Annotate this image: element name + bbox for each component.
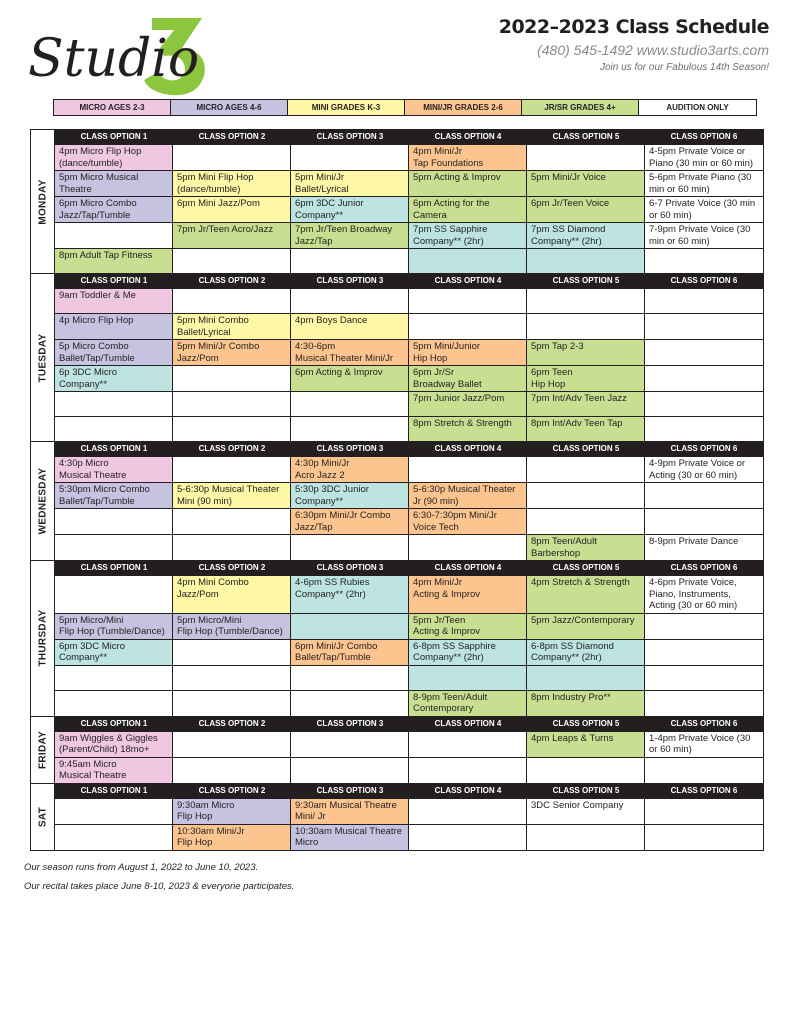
season-note: Join us for our Fabulous 14th Season! <box>600 62 769 73</box>
class-cell <box>527 824 645 850</box>
day-grid <box>55 442 763 560</box>
class-cell: 7pm Jr/Teen Broadway Jazz/Tap <box>291 222 409 248</box>
class-cell <box>645 248 763 273</box>
class-cell: 7pm SS Diamond Company** (2hr) <box>527 222 645 248</box>
class-cell <box>55 416 173 441</box>
class-cell: 6pm Mini Jazz/Pom <box>173 196 291 222</box>
class-cell <box>173 144 291 170</box>
class-cell: 5pm Jr/Teen Acting & Improv <box>409 613 527 639</box>
class-cell: 3DC Senior Company <box>527 798 645 824</box>
class-cell: 4-9pm Private Voice or Acting (30 or 60 min) <box>645 456 763 482</box>
day-thursday <box>31 561 763 717</box>
class-cell: 7pm SS Sapphire Company** (2hr) <box>409 222 527 248</box>
class-cell <box>55 665 173 690</box>
svg-text:Studio: Studio <box>28 29 200 89</box>
column-header: CLASS OPTION 3 <box>291 784 409 798</box>
class-cell <box>409 731 527 757</box>
class-cell: 4pm Leaps & Turns <box>527 731 645 757</box>
class-cell: 4pm Micro Flip Hop (dance/tumble) <box>55 144 173 170</box>
class-cell <box>527 313 645 339</box>
class-cell: 4pm Stretch & Strength <box>527 575 645 613</box>
class-cell <box>173 690 291 716</box>
class-cell <box>645 391 763 416</box>
class-cell <box>645 339 763 365</box>
class-cell: 5pm Mini Combo Ballet/Lyrical <box>173 313 291 339</box>
class-cell: 5pm Jazz/Contemporary <box>527 613 645 639</box>
class-cell: 7pm Int/Adv Teen Jazz <box>527 391 645 416</box>
day-sat <box>31 784 763 850</box>
class-cell: 6-7 Private Voice (30 min or 60 min) <box>645 196 763 222</box>
column-header: CLASS OPTION 5 <box>527 130 645 144</box>
class-cell <box>645 757 763 783</box>
class-cell: 4-6pm SS Rubies Company** (2hr) <box>291 575 409 613</box>
class-cell: 5pm Tap 2-3 <box>527 339 645 365</box>
class-cell: 8pm Industry Pro** <box>527 690 645 716</box>
class-cell: 6p 3DC Micro Company** <box>55 365 173 391</box>
class-cell: 10:30am Musical Theatre Micro <box>291 824 409 850</box>
class-cell: 6pm Mini/Jr Combo Ballet/Tap/Tumble <box>291 639 409 665</box>
class-cell <box>645 508 763 534</box>
class-cell: 5pm Acting & Improv <box>409 170 527 196</box>
recital-note: Our recital takes place June 8-10, 2023 & everyone participates. <box>24 881 295 892</box>
class-cell <box>55 690 173 716</box>
class-cell: 6pm 3DC Micro Company** <box>55 639 173 665</box>
class-cell <box>55 575 173 613</box>
day-wednesday <box>31 442 763 561</box>
legend-mini-k-3: MINI GRADES K-3 <box>288 100 405 115</box>
class-cell: 5pm Mini/Jr Ballet/Lyrical <box>291 170 409 196</box>
class-cell <box>291 665 409 690</box>
column-header: CLASS OPTION 3 <box>291 561 409 575</box>
column-header: CLASS OPTION 2 <box>173 561 291 575</box>
column-header: CLASS OPTION 4 <box>409 784 527 798</box>
class-cell <box>527 757 645 783</box>
class-cell: 5pm Mini/Jr Combo Jazz/Pom <box>173 339 291 365</box>
class-cell <box>409 248 527 273</box>
class-cell: 4p Micro Flip Hop <box>55 313 173 339</box>
class-cell <box>645 416 763 441</box>
class-cell: 4-6pm Private Voice, Piano, Instruments, Acting (30 or 60 min) <box>645 575 763 613</box>
legend-audition-only: AUDITION ONLY <box>639 100 756 115</box>
column-header: CLASS OPTION 5 <box>527 784 645 798</box>
class-cell: 4pm Mini Combo Jazz/Pom <box>173 575 291 613</box>
class-cell <box>527 508 645 534</box>
class-cell <box>645 313 763 339</box>
column-header: CLASS OPTION 2 <box>173 130 291 144</box>
class-cell <box>645 639 763 665</box>
age-group-legend <box>53 99 757 116</box>
class-cell: 5pm Micro/Mini Flip Hop (Tumble/Dance) <box>55 613 173 639</box>
class-cell: 8pm Teen/Adult Barbershop <box>527 534 645 560</box>
class-cell <box>645 288 763 313</box>
column-header: CLASS OPTION 1 <box>55 784 173 798</box>
legend-micro-2-3: MICRO AGES 2-3 <box>54 100 171 115</box>
class-cell <box>291 534 409 560</box>
class-cell <box>55 508 173 534</box>
class-cell <box>55 798 173 824</box>
column-header: CLASS OPTION 5 <box>527 442 645 456</box>
class-cell: 5pm Micro/Mini Flip Hop (Tumble/Dance) <box>173 613 291 639</box>
class-cell: 8pm Int/Adv Teen Tap <box>527 416 645 441</box>
day-label <box>31 442 55 560</box>
class-cell <box>173 248 291 273</box>
class-cell: 7-9pm Private Voice (30 min or 60 min) <box>645 222 763 248</box>
column-header: CLASS OPTION 3 <box>291 442 409 456</box>
class-cell: 5pm Micro Musical Theatre <box>55 170 173 196</box>
class-cell <box>409 313 527 339</box>
class-cell: 6-8pm SS Diamond Company** (2hr) <box>527 639 645 665</box>
class-cell <box>645 824 763 850</box>
column-header: CLASS OPTION 1 <box>55 442 173 456</box>
column-header: CLASS OPTION 4 <box>409 442 527 456</box>
day-name: TUESDAY <box>37 333 48 382</box>
class-cell: 5pm Mini Flip Hop (dance/tumble) <box>173 170 291 196</box>
class-cell <box>645 665 763 690</box>
column-header: CLASS OPTION 3 <box>291 274 409 288</box>
column-header: CLASS OPTION 1 <box>55 717 173 731</box>
class-cell <box>291 731 409 757</box>
class-cell: 6:30pm Mini/Jr Combo Jazz/Tap <box>291 508 409 534</box>
class-cell: 5-6:30p Musical Theater Mini (90 min) <box>173 482 291 508</box>
class-cell <box>291 690 409 716</box>
class-cell: 5-6pm Private Piano (30 min or 60 min) <box>645 170 763 196</box>
class-cell: 8-9pm Private Dance <box>645 534 763 560</box>
column-header: CLASS OPTION 2 <box>173 442 291 456</box>
class-cell: 4pm Mini/Jr Acting & Improv <box>409 575 527 613</box>
class-cell <box>409 757 527 783</box>
class-cell <box>645 365 763 391</box>
legend-jr-sr-4: JR/SR GRADES 4+ <box>522 100 639 115</box>
day-grid <box>55 130 763 273</box>
class-cell: 7pm Junior Jazz/Pom <box>409 391 527 416</box>
class-cell <box>409 798 527 824</box>
class-cell <box>173 288 291 313</box>
season-dates-note: Our season runs from August 1, 2022 to June 10, 2023. <box>24 862 259 873</box>
column-header: CLASS OPTION 4 <box>409 130 527 144</box>
class-cell <box>55 824 173 850</box>
class-cell: 5p Micro Combo Ballet/Tap/Tumble <box>55 339 173 365</box>
class-cell: 8pm Adult Tap Fitness <box>55 248 173 273</box>
day-grid <box>55 274 763 441</box>
column-header: CLASS OPTION 4 <box>409 717 527 731</box>
day-label <box>31 717 55 783</box>
class-cell <box>173 534 291 560</box>
day-label <box>31 561 55 716</box>
day-grid <box>55 784 763 850</box>
footnotes <box>24 858 294 896</box>
class-cell <box>409 456 527 482</box>
class-cell: 5:30pm Micro Combo Ballet/Tap/Tumble <box>55 482 173 508</box>
column-header: CLASS OPTION 1 <box>55 561 173 575</box>
class-schedule-table <box>30 129 764 851</box>
class-cell: 4:30p Micro Musical Theatre <box>55 456 173 482</box>
class-cell <box>645 482 763 508</box>
class-cell: 9:30am Micro Flip Hop <box>173 798 291 824</box>
class-cell <box>527 456 645 482</box>
class-cell <box>173 757 291 783</box>
class-cell <box>409 665 527 690</box>
class-cell <box>55 391 173 416</box>
class-cell: 6pm Micro Combo Jazz/Tap/Tumble <box>55 196 173 222</box>
class-cell <box>527 665 645 690</box>
class-cell <box>173 365 291 391</box>
day-name: FRIDAY <box>37 730 48 769</box>
day-label <box>31 130 55 273</box>
class-cell: 4:30-6pm Musical Theater Mini/Jr <box>291 339 409 365</box>
class-cell <box>527 288 645 313</box>
class-cell: 4pm Mini/Jr Tap Foundations <box>409 144 527 170</box>
class-cell <box>55 534 173 560</box>
class-cell <box>291 391 409 416</box>
studio3-logo <box>24 10 214 100</box>
column-header: CLASS OPTION 1 <box>55 274 173 288</box>
class-cell: 9am Toddler & Me <box>55 288 173 313</box>
column-header: CLASS OPTION 5 <box>527 717 645 731</box>
column-header: CLASS OPTION 2 <box>173 274 291 288</box>
class-cell: 7pm Jr/Teen Acro/Jazz <box>173 222 291 248</box>
class-cell: 4-5pm Private Voice or Piano (30 min or 60 min) <box>645 144 763 170</box>
class-cell <box>409 288 527 313</box>
schedule-title: 2022–2023 Class Schedule <box>498 16 769 38</box>
class-cell <box>291 144 409 170</box>
class-cell <box>173 508 291 534</box>
class-cell: 6pm Teen Hip Hop <box>527 365 645 391</box>
class-cell: 10:30am Mini/Jr Flip Hop <box>173 824 291 850</box>
legend-micro-4-6: MICRO AGES 4-6 <box>171 100 288 115</box>
column-header: CLASS OPTION 6 <box>645 442 763 456</box>
class-cell <box>291 757 409 783</box>
class-cell <box>527 482 645 508</box>
column-header: CLASS OPTION 6 <box>645 717 763 731</box>
day-tuesday <box>31 274 763 442</box>
class-cell <box>173 665 291 690</box>
class-cell: 6-8pm SS Sapphire Company** (2hr) <box>409 639 527 665</box>
class-cell <box>173 391 291 416</box>
class-cell <box>173 639 291 665</box>
day-monday <box>31 130 763 274</box>
column-header: CLASS OPTION 2 <box>173 784 291 798</box>
day-label <box>31 784 55 850</box>
class-cell: 6pm Acting & Improv <box>291 365 409 391</box>
column-header: CLASS OPTION 3 <box>291 130 409 144</box>
column-header: CLASS OPTION 6 <box>645 561 763 575</box>
class-cell: 8-9pm Teen/Adult Contemporary <box>409 690 527 716</box>
column-header: CLASS OPTION 4 <box>409 274 527 288</box>
class-cell: 4:30p Mini/Jr Acro Jazz 2 <box>291 456 409 482</box>
class-cell <box>173 416 291 441</box>
class-cell: 6:30-7:30pm Mini/Jr Voice Tech <box>409 508 527 534</box>
day-label <box>31 274 55 441</box>
class-cell <box>291 288 409 313</box>
class-cell: 5-6:30p Musical Theater Jr (90 min) <box>409 482 527 508</box>
class-cell <box>291 613 409 639</box>
class-cell <box>527 144 645 170</box>
class-cell <box>409 824 527 850</box>
class-cell: 5:30p 3DC Junior Company** <box>291 482 409 508</box>
class-cell: 6pm 3DC Junior Company** <box>291 196 409 222</box>
column-header: CLASS OPTION 6 <box>645 274 763 288</box>
day-name: SAT <box>37 806 48 827</box>
column-header: CLASS OPTION 2 <box>173 717 291 731</box>
class-cell <box>645 690 763 716</box>
day-name: MONDAY <box>37 178 48 225</box>
class-cell <box>173 731 291 757</box>
class-cell: 9:45am Micro Musical Theatre <box>55 757 173 783</box>
class-cell: 6pm Acting for the Camera <box>409 196 527 222</box>
class-cell: 5pm Mini/Jr Voice <box>527 170 645 196</box>
class-cell <box>645 798 763 824</box>
column-header: CLASS OPTION 6 <box>645 130 763 144</box>
class-cell <box>173 456 291 482</box>
column-header: CLASS OPTION 5 <box>527 561 645 575</box>
class-cell <box>291 416 409 441</box>
class-cell: 9:30am Musical Theatre Mini/ Jr <box>291 798 409 824</box>
class-cell: 8pm Stretch & Strength <box>409 416 527 441</box>
class-cell: 1-4pm Private Voice (30 or 60 min) <box>645 731 763 757</box>
class-cell <box>291 248 409 273</box>
class-cell <box>55 222 173 248</box>
class-cell <box>409 534 527 560</box>
contact-info: (480) 545-1492 www.studio3arts.com <box>537 42 769 58</box>
day-name: WEDNESDAY <box>37 467 48 535</box>
class-cell <box>645 613 763 639</box>
class-cell <box>527 248 645 273</box>
column-header: CLASS OPTION 4 <box>409 561 527 575</box>
day-name: THURSDAY <box>37 609 48 667</box>
class-cell: 5pm Mini/Junior Hip Hop <box>409 339 527 365</box>
column-header: CLASS OPTION 3 <box>291 717 409 731</box>
day-grid <box>55 717 763 783</box>
class-cell: 4pm Boys Dance <box>291 313 409 339</box>
column-header: CLASS OPTION 5 <box>527 274 645 288</box>
class-cell: 6pm Jr/Sr Broadway Ballet <box>409 365 527 391</box>
day-friday <box>31 717 763 784</box>
class-cell: 6pm Jr/Teen Voice <box>527 196 645 222</box>
column-header: CLASS OPTION 6 <box>645 784 763 798</box>
class-cell: 9am Wiggles & Giggles (Parent/Child) 18mo+ <box>55 731 173 757</box>
column-header: CLASS OPTION 1 <box>55 130 173 144</box>
legend-mini-jr-2-6: MINI/JR GRADES 2-6 <box>405 100 522 115</box>
day-grid <box>55 561 763 716</box>
